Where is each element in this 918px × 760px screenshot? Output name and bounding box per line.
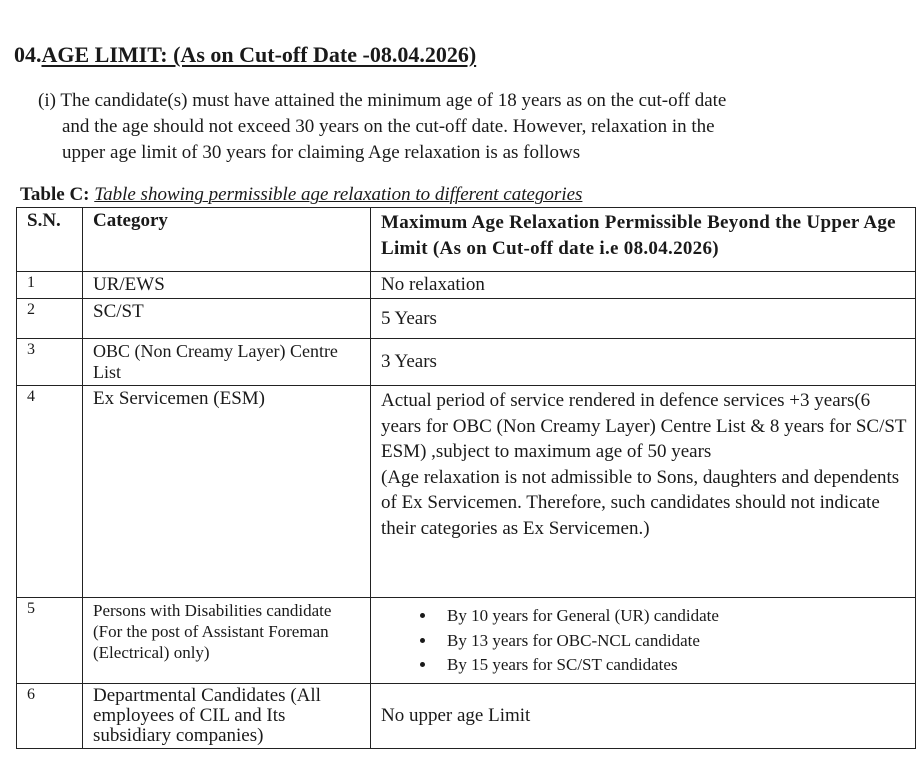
list-item: • By 15 years for SC/ST candidates [437,653,907,678]
row-3-sn: 3 [17,339,83,386]
row-4-category: Ex Servicemen (ESM) [83,386,371,598]
row-5-bullet-list [381,604,907,678]
row-4-relaxation [371,386,916,598]
header-category: Category [83,208,371,272]
header-sn: S.N. [17,208,83,272]
table-row [17,339,916,386]
table-row [17,272,916,299]
row-4-relaxation-main: Actual period of service rendered in defence services +3 years(6 years for OBC (Non Creamy Layer) Centre List & 8 years for SC/ST ESM) ,subject to maximum age of 50 years [381,390,907,462]
row-6-sn: 6 [17,684,83,749]
table-row [17,598,916,684]
intro-line-2: and the age should not exceed 30 years on the cut-off date. However, relaxation in the [62,116,715,137]
table-row [17,684,916,749]
row-2-sn: 2 [17,299,83,339]
row-6-category: Departmental Candidates (All employees of CIL and Its subsidiary companies) [83,684,371,749]
section-number: 04. [14,42,42,67]
row-2-category: SC/ST [83,299,371,339]
table-row [17,386,916,598]
table-row [17,299,916,339]
row-6-relaxation: No upper age Limit [371,684,916,749]
row-5-category: Persons with Disabilities candidate (For the post of Assistant Foreman (Electrical) only) [83,598,371,684]
table-caption [20,184,582,206]
row-5-relaxation [371,598,916,684]
row-1-relaxation: No relaxation [371,272,916,299]
section-heading [14,42,476,68]
row-3-category: OBC (Non Creamy Layer) Centre List [83,339,371,386]
intro-line-1: (i) The candidate(s) must have attained the minimum age of 18 years as on the cut-off date [38,90,727,111]
row-3-relaxation: 3 Years [371,339,916,386]
table-header-row [17,208,916,272]
intro-paragraph [38,88,868,166]
header-relaxation: Maximum Age Relaxation Permissible Beyond the Upper Age Limit (As on Cut-off date i.e 08.04.2026) [371,208,916,272]
table-caption-text: Table showing permissible age relaxation to different categories [94,184,583,205]
section-title: AGE LIMIT: (As on Cut-off Date -08.04.2026) [41,42,477,67]
row-5-sn: 5 [17,598,83,684]
list-item: • By 10 years for General (UR) candidate [437,604,907,629]
row-4-relaxation-note: (Age relaxation is not admissible to Sons, daughters and dependents of Ex Servicemen. Therefore, such candidates should not indicate their categories as Ex Servicemen.) [381,466,900,539]
table-caption-label: Table C: [20,184,90,205]
row-1-category: UR/EWS [83,272,371,299]
age-relaxation-table [16,207,916,749]
row-2-relaxation: 5 Years [371,299,916,339]
row-4-sn: 4 [17,386,83,598]
row-1-sn: 1 [17,272,83,299]
intro-line-3: upper age limit of 30 years for claiming Age relaxation is as follows [62,142,581,163]
list-item: • By 13 years for OBC-NCL candidate [437,629,907,654]
